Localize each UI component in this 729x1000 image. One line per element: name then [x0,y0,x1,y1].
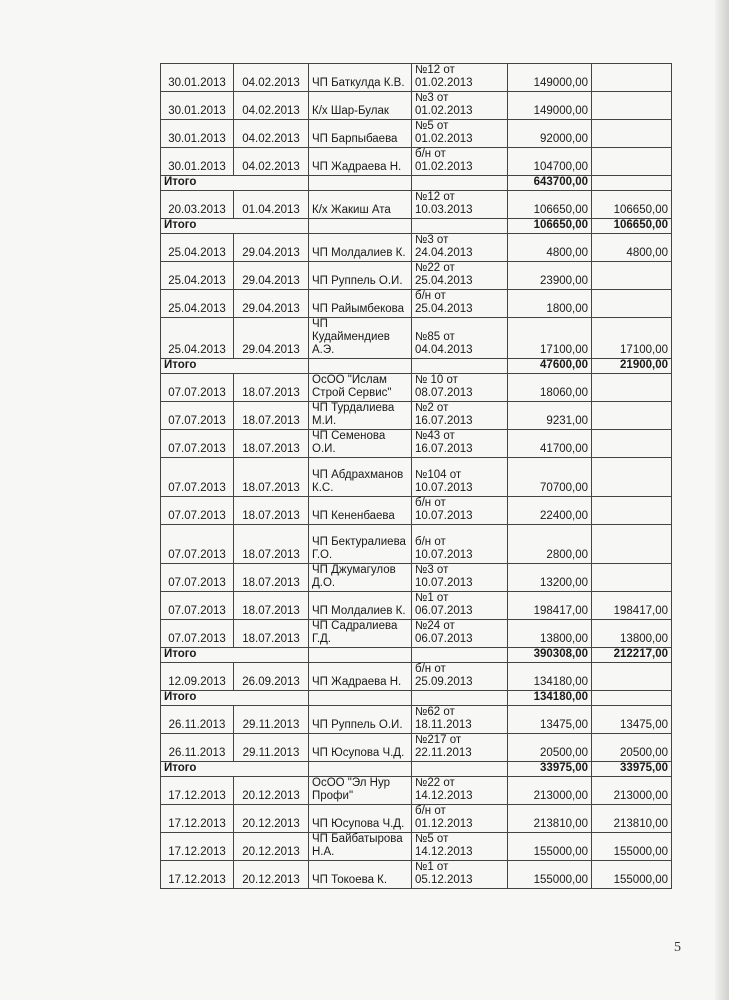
amount-cell: 2800,00 [508,525,592,564]
table-row [161,734,672,762]
date-cell: 07.07.2013 [161,430,234,458]
total-paid: 21900,00 [592,359,672,374]
total-empty-name [309,648,412,663]
total-amount: 643700,00 [508,176,592,191]
amount-cell: 155000,00 [508,861,592,889]
document-cell: №3 от 24.04.2013 [412,234,508,262]
document-cell: б/н от 10.07.2013 [412,497,508,525]
amount-cell: 213000,00 [508,777,592,805]
date-cell-2: 29.04.2013 [234,318,309,359]
paid-cell [592,430,672,458]
table-row [161,777,672,805]
date-cell-2: 26.09.2013 [234,663,309,691]
document-cell: №85 от 04.04.2013 [412,318,508,359]
date-cell: 25.04.2013 [161,290,234,318]
counterparty-cell: ЧП Юсупова Ч.Д. [309,805,412,833]
total-label: Итого [161,176,309,191]
date-cell-2: 18.07.2013 [234,497,309,525]
table-row [161,92,672,120]
total-paid: 33975,00 [592,762,672,777]
counterparty-cell: ЧП Джумагулов Д.О. [309,564,412,592]
date-cell-2: 29.11.2013 [234,734,309,762]
table-row [161,663,672,691]
counterparty-cell: ЧП Турдалиева М.И. [309,402,412,430]
paid-cell [592,290,672,318]
date-cell: 25.04.2013 [161,318,234,359]
total-paid: 212217,00 [592,648,672,663]
table-row [161,592,672,620]
date-cell-2: 18.07.2013 [234,402,309,430]
total-empty-name [309,219,412,234]
paid-cell [592,525,672,564]
date-cell-2: 20.12.2013 [234,833,309,861]
date-cell: 07.07.2013 [161,402,234,430]
date-cell: 25.04.2013 [161,234,234,262]
amount-cell: 20500,00 [508,734,592,762]
counterparty-cell: ЧП Жадраева Н. [309,663,412,691]
counterparty-cell: ЧП Руппель О.И. [309,262,412,290]
date-cell: 20.03.2013 [161,191,234,219]
amount-cell: 41700,00 [508,430,592,458]
date-cell: 17.12.2013 [161,833,234,861]
document-cell: №1 от 06.07.2013 [412,592,508,620]
document-cell: №3 от 10.07.2013 [412,564,508,592]
table-row [161,64,672,92]
date-cell: 12.09.2013 [161,663,234,691]
date-cell: 07.07.2013 [161,458,234,497]
counterparty-cell: ОсОО "Эл Нур Профи" [309,777,412,805]
total-empty-name [309,691,412,706]
document-cell: №3 от 01.02.2013 [412,92,508,120]
total-label: Итого [161,359,309,374]
page-edge-shadow [715,0,729,1000]
table-row [161,497,672,525]
document-cell: №43 от 16.07.2013 [412,430,508,458]
table-row [161,706,672,734]
table-row [161,833,672,861]
date-cell: 30.01.2013 [161,64,234,92]
counterparty-cell: ЧП Семенова О.И. [309,430,412,458]
counterparty-cell: ОсОО "Ислам Строй Сервис" [309,374,412,402]
document-cell: №22 от 14.12.2013 [412,777,508,805]
amount-cell: 104700,00 [508,148,592,176]
counterparty-cell: К/х Шар-Булак [309,92,412,120]
paid-cell [592,262,672,290]
total-amount: 390308,00 [508,648,592,663]
total-row [161,176,672,191]
paid-cell [592,458,672,497]
date-cell-2: 20.12.2013 [234,861,309,889]
paid-cell [592,663,672,691]
paid-cell: 106650,00 [592,191,672,219]
total-row [161,762,672,777]
amount-cell: 149000,00 [508,64,592,92]
table-row [161,564,672,592]
table-row [161,318,672,359]
paid-cell: 155000,00 [592,861,672,889]
total-paid [592,176,672,191]
total-empty-doc [412,219,508,234]
date-cell-2: 01.04.2013 [234,191,309,219]
table-row [161,120,672,148]
date-cell: 17.12.2013 [161,861,234,889]
paid-cell: 13475,00 [592,706,672,734]
paid-cell: 198417,00 [592,592,672,620]
date-cell-2: 29.04.2013 [234,290,309,318]
document-cell: №5 от 14.12.2013 [412,833,508,861]
table-row [161,374,672,402]
counterparty-cell: ЧП Райымбекова [309,290,412,318]
total-row [161,359,672,374]
total-amount: 33975,00 [508,762,592,777]
amount-cell: 213810,00 [508,805,592,833]
total-row [161,219,672,234]
total-empty-doc [412,691,508,706]
amount-cell: 149000,00 [508,92,592,120]
document-cell: б/н от 25.09.2013 [412,663,508,691]
date-cell-2: 04.02.2013 [234,148,309,176]
date-cell: 30.01.2013 [161,92,234,120]
date-cell-2: 04.02.2013 [234,64,309,92]
date-cell-2: 29.04.2013 [234,234,309,262]
table-row [161,430,672,458]
date-cell-2: 18.07.2013 [234,430,309,458]
date-cell-2: 18.07.2013 [234,374,309,402]
table-row [161,402,672,430]
counterparty-cell: ЧП Садралиева Г.Д. [309,620,412,648]
date-cell: 17.12.2013 [161,777,234,805]
amount-cell: 23900,00 [508,262,592,290]
total-empty-doc [412,359,508,374]
total-label: Итого [161,762,309,777]
amount-cell: 4800,00 [508,234,592,262]
document-cell: №217 от 22.11.2013 [412,734,508,762]
document-cell: №22 от 25.04.2013 [412,262,508,290]
ledger-table [160,63,672,889]
date-cell: 30.01.2013 [161,120,234,148]
paid-cell [592,497,672,525]
total-amount: 47600,00 [508,359,592,374]
total-row [161,691,672,706]
date-cell-2: 18.07.2013 [234,592,309,620]
table-row [161,620,672,648]
counterparty-cell: ЧП Руппель О.И. [309,706,412,734]
counterparty-cell: К/х Жакиш Ата [309,191,412,219]
document-cell: №62 от 18.11.2013 [412,706,508,734]
date-cell: 07.07.2013 [161,525,234,564]
document-cell: б/н от 10.07.2013 [412,525,508,564]
date-cell: 07.07.2013 [161,497,234,525]
paid-cell: 213000,00 [592,777,672,805]
date-cell-2: 18.07.2013 [234,525,309,564]
total-empty-doc [412,176,508,191]
counterparty-cell: ЧП Молдалиев К. [309,592,412,620]
paid-cell [592,64,672,92]
paid-cell [592,564,672,592]
paid-cell [592,92,672,120]
total-empty-name [309,176,412,191]
total-paid: 106650,00 [592,219,672,234]
amount-cell: 134180,00 [508,663,592,691]
date-cell-2: 20.12.2013 [234,805,309,833]
date-cell: 07.07.2013 [161,592,234,620]
amount-cell: 92000,00 [508,120,592,148]
table-row [161,290,672,318]
table-row [161,234,672,262]
page-number: 5 [674,940,681,955]
counterparty-cell: ЧП Бектуралиева Г.О. [309,525,412,564]
total-empty-doc [412,648,508,663]
total-label: Итого [161,648,309,663]
amount-cell: 18060,00 [508,374,592,402]
counterparty-cell: ЧП Юсупова Ч.Д. [309,734,412,762]
table-row [161,805,672,833]
table-row [161,458,672,497]
document-cell: №5 от 01.02.2013 [412,120,508,148]
counterparty-cell: ЧП Байбатырова Н.А. [309,833,412,861]
table-row [161,191,672,219]
date-cell-2: 04.02.2013 [234,92,309,120]
document-cell: б/н от 01.02.2013 [412,148,508,176]
total-label: Итого [161,691,309,706]
date-cell-2: 18.07.2013 [234,458,309,497]
amount-cell: 70700,00 [508,458,592,497]
total-amount: 106650,00 [508,219,592,234]
paid-cell: 213810,00 [592,805,672,833]
amount-cell: 155000,00 [508,833,592,861]
total-empty-name [309,359,412,374]
document-cell: б/н от 01.12.2013 [412,805,508,833]
amount-cell: 13200,00 [508,564,592,592]
counterparty-cell: ЧП Кудаймендиев А.Э. [309,318,412,359]
document-cell: №12 от 01.02.2013 [412,64,508,92]
table-row [161,262,672,290]
date-cell: 07.07.2013 [161,620,234,648]
date-cell: 17.12.2013 [161,805,234,833]
paid-cell: 13800,00 [592,620,672,648]
date-cell-2: 04.02.2013 [234,120,309,148]
paid-cell [592,402,672,430]
paid-cell: 17100,00 [592,318,672,359]
document-cell: №24 от 06.07.2013 [412,620,508,648]
date-cell: 07.07.2013 [161,564,234,592]
date-cell: 30.01.2013 [161,148,234,176]
total-empty-name [309,762,412,777]
counterparty-cell: ЧП Абдрахманов К.С. [309,458,412,497]
total-paid [592,691,672,706]
table-row [161,525,672,564]
amount-cell: 22400,00 [508,497,592,525]
total-empty-doc [412,762,508,777]
document-cell: б/н от 25.04.2013 [412,290,508,318]
amount-cell: 13800,00 [508,620,592,648]
amount-cell: 106650,00 [508,191,592,219]
paid-cell [592,148,672,176]
document-cell: №12 от 10.03.2013 [412,191,508,219]
paid-cell [592,374,672,402]
date-cell: 26.11.2013 [161,734,234,762]
date-cell: 25.04.2013 [161,262,234,290]
ledger-body [161,64,672,889]
amount-cell: 9231,00 [508,402,592,430]
counterparty-cell: ЧП Баткулда К.В. [309,64,412,92]
total-row [161,648,672,663]
amount-cell: 13475,00 [508,706,592,734]
date-cell-2: 18.07.2013 [234,620,309,648]
counterparty-cell: ЧП Барпыбаева [309,120,412,148]
date-cell: 07.07.2013 [161,374,234,402]
document-cell: №1 от 05.12.2013 [412,861,508,889]
document-cell: №104 от 10.07.2013 [412,458,508,497]
date-cell: 26.11.2013 [161,706,234,734]
total-label: Итого [161,219,309,234]
date-cell-2: 20.12.2013 [234,777,309,805]
document-cell: №2 от 16.07.2013 [412,402,508,430]
total-amount: 134180,00 [508,691,592,706]
table-row [161,861,672,889]
amount-cell: 198417,00 [508,592,592,620]
date-cell-2: 18.07.2013 [234,564,309,592]
paid-cell: 155000,00 [592,833,672,861]
counterparty-cell: ЧП Жадраева Н. [309,148,412,176]
paid-cell: 4800,00 [592,234,672,262]
counterparty-cell: ЧП Кененбаева [309,497,412,525]
paid-cell [592,120,672,148]
table-row [161,148,672,176]
counterparty-cell: ЧП Молдалиев К. [309,234,412,262]
date-cell-2: 29.04.2013 [234,262,309,290]
amount-cell: 1800,00 [508,290,592,318]
amount-cell: 17100,00 [508,318,592,359]
counterparty-cell: ЧП Токоева К. [309,861,412,889]
date-cell-2: 29.11.2013 [234,706,309,734]
document-cell: № 10 от 08.07.2013 [412,374,508,402]
paid-cell: 20500,00 [592,734,672,762]
